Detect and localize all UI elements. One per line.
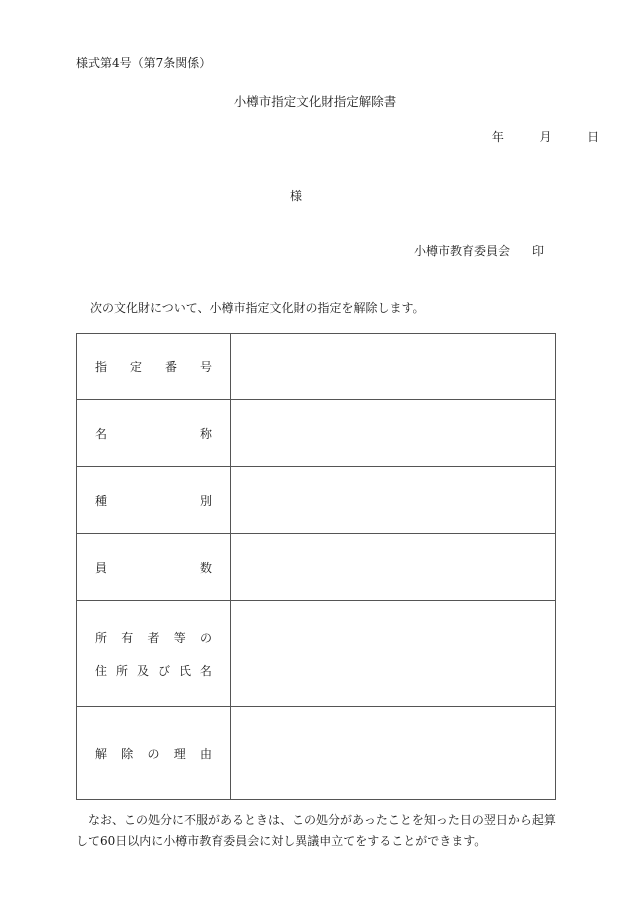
label-char: 名 [199,663,212,678]
label-char: 及 [136,663,149,678]
label-char: 定 [129,360,142,374]
table-row [77,334,556,400]
label-char: 種 [95,493,108,508]
table-row [77,707,556,800]
label-char: 住 [95,663,108,678]
label-char: 称 [199,426,212,441]
table-row [77,467,556,534]
label-char: 指 [95,360,108,374]
row-label-reason [77,707,231,800]
seal-mark: 印 [532,244,545,258]
label-char: 有 [121,630,134,645]
row-label-name [77,400,231,467]
row-label-type [77,467,231,534]
label-char: び [157,663,170,678]
form-number: 様式第4号（第7条関係） [76,56,212,70]
row-label-quantity [77,534,231,601]
issuer-line [414,242,544,259]
label-char: 別 [199,493,212,508]
label-char: 者 [147,630,160,645]
table-row [77,400,556,467]
document-title: 小樽市指定文化財指定解除書 [233,94,397,109]
label-char: 号 [199,360,212,374]
footer-note [76,810,560,852]
recipient-suffix: 様 [290,189,303,203]
label-char: 番 [164,360,177,374]
label-char: 理 [173,746,186,761]
footer-note-line-1: なお、この処分に不服があるときは、この処分があったことを知った日の翌日から起算 [88,813,556,827]
footer-note-line-2: して60日以内に小樽市教育委員会に対し異議申立てをすることができます。 [76,834,487,848]
intro-sentence: 次の文化財について、小樽市指定文化財の指定を解除します。 [90,301,425,315]
table-row [77,534,556,601]
date-month-label: 月 [539,130,552,144]
label-char: 解 [95,746,108,761]
label-char: 数 [199,560,212,575]
owner-address-name-field[interactable] [231,601,556,707]
date-day-label: 日 [587,130,600,144]
label-char: 除 [121,746,134,761]
designation-number-field[interactable] [231,334,556,400]
name-field[interactable] [231,400,556,467]
type-field[interactable] [231,467,556,534]
label-char: 員 [95,560,108,575]
row-label-designation-number [77,334,231,400]
label-char: の [199,630,212,645]
row-label-owner-address-name [77,601,231,707]
date-year-label: 年 [491,130,504,144]
quantity-field[interactable] [231,534,556,601]
label-char: 名 [95,426,108,441]
date-line [460,128,599,145]
label-char: 由 [199,746,212,761]
label-char: 等 [173,630,186,645]
label-char: 所 [115,663,128,678]
label-char: の [147,746,160,761]
label-char: 所 [95,630,108,645]
table-row [77,601,556,707]
issuer-name: 小樽市教育委員会 [414,244,511,258]
reason-field[interactable] [231,707,556,800]
label-char: 氏 [178,663,191,678]
designation-table [76,333,556,800]
